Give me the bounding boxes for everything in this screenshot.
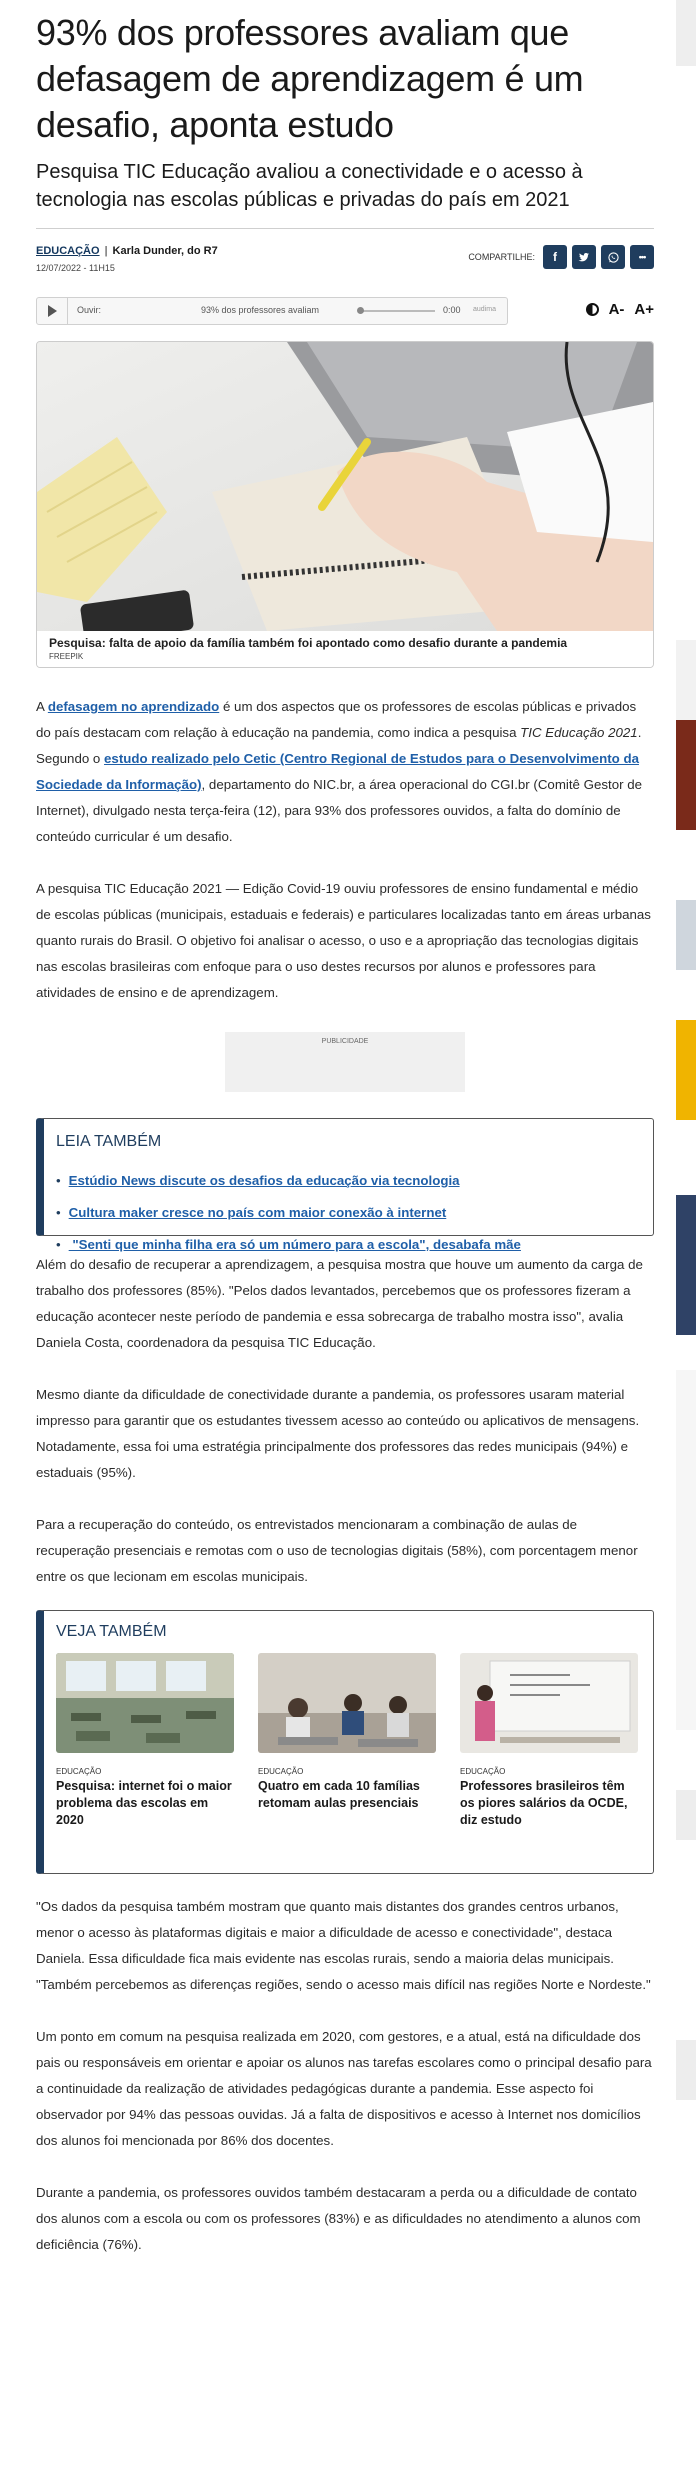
students-image: [258, 1653, 436, 1753]
audio-and-tools-row: [36, 287, 654, 333]
body-paragraph-1: [36, 694, 654, 850]
twitter-share-button[interactable]: [572, 245, 596, 269]
contrast-icon[interactable]: [586, 303, 599, 316]
whatsapp-share-button[interactable]: [601, 245, 625, 269]
related-thumbnail[interactable]: [460, 1653, 638, 1753]
player-brand: audima: [473, 306, 496, 313]
sidebar-block: [676, 2040, 696, 2100]
byline-row: [36, 229, 654, 283]
font-decrease-button[interactable]: A-: [608, 301, 625, 318]
sidebar-block: [676, 640, 696, 720]
byline: [36, 245, 218, 257]
player-time: 0:00: [443, 305, 461, 315]
hero-illustration: [37, 342, 653, 631]
facebook-icon: f: [553, 250, 557, 264]
hero-figure: [36, 341, 654, 668]
defasagem-link[interactable]: defasagem no aprendizado: [47, 699, 220, 714]
related-category: EDUCAÇÃO: [460, 1767, 506, 1776]
byline-separator: |: [104, 245, 108, 257]
leia-tambem-box: [36, 1118, 654, 1252]
cetic-study-link[interactable]: estudo realizado pelo Cetic (Centro Regional de Estudos para o Desenvolvimento da Sociedade da Informação): [36, 751, 639, 792]
reading-tools: [586, 301, 654, 318]
text-fragment: A: [36, 699, 48, 714]
play-icon[interactable]: [37, 298, 68, 324]
body-paragraph-8: Durante a pandemia, os professores ouvidos também destacaram a perda ou a dificuldade de contato dos alunos com a escola ou com os professores (83%) e as dificuldades no atendimento a alunos com deficiência (76%).: [36, 2185, 641, 2252]
category-link[interactable]: EDUCAÇÃO: [36, 245, 100, 257]
text-fragment: . Segundo o: [36, 725, 642, 766]
sidebar-thumbnail[interactable]: [676, 1195, 696, 1335]
right-sidebar-edge: [676, 0, 696, 2471]
related-card[interactable]: [460, 1653, 638, 1829]
publish-date: 12/07/2022 - 11H15: [36, 263, 115, 273]
leia-tambem-list: [56, 1165, 633, 1261]
sidebar-block: [676, 1020, 696, 1120]
list-item: [56, 1165, 633, 1197]
leia-tambem-title: LEIA TAMBÉM: [56, 1133, 162, 1150]
veja-tambem-grid: [56, 1653, 641, 1829]
related-link[interactable]: Estúdio News discute os desafios da educação via tecnologia: [68, 1173, 460, 1188]
related-title[interactable]: Pesquisa: internet foi o maior problema das escolas em 2020: [56, 1779, 232, 1827]
article-title: 93% dos professores avaliam que defasagem de aprendizagem é um desafio, aponta estudo: [36, 12, 584, 145]
author-name: Karla Dunder, do R7: [112, 245, 218, 257]
sidebar-block: [676, 0, 696, 66]
player-title: 93% dos professores avaliam: [201, 305, 320, 315]
related-category: EDUCAÇÃO: [258, 1767, 304, 1776]
body-paragraph-6: "Os dados da pesquisa também mostram que quanto mais distantes dos grandes centros urbanos, menor o acesso às plataformas digitais e maior a dificuldade de acesso e conectividade", destaca Daniela. Essa dificuldade fica mais evidente nas escolas rurais, sendo a maioria delas municipais. "Também percebemos as diferenças regiões, sendo o acesso mais difícil nas regiões Norte e Nordeste.": [36, 1899, 651, 1992]
facebook-share-button[interactable]: [543, 245, 567, 269]
teacher-image: [460, 1653, 638, 1753]
player-label: Ouvir:: [77, 305, 102, 315]
related-link[interactable]: "Senti que minha filha era só um número para a escola", desabafa mãe: [68, 1237, 521, 1252]
caption-text: Pesquisa: falta de apoio da família também foi apontado como desafio durante a pandemia: [49, 636, 568, 650]
classroom-image: [56, 1653, 234, 1753]
sidebar-thumbnail[interactable]: [676, 900, 696, 970]
share-bar: [468, 245, 654, 269]
survey-name: TIC Educação 2021: [520, 725, 638, 740]
related-card[interactable]: [56, 1653, 234, 1829]
ad-slot[interactable]: [225, 1032, 465, 1092]
veja-tambem-box: [36, 1610, 654, 1874]
font-increase-button[interactable]: A+: [634, 301, 654, 318]
related-title[interactable]: Quatro em cada 10 famílias retomam aulas presenciais: [258, 1779, 420, 1810]
body-paragraph-4: Mesmo diante da dificuldade de conectividade durante a pandemia, os professores usaram material impresso para garantir que os estudantes tivessem acesso ao conteúdo ou aplicativos de mensagens. Notadamente, essa foi uma estratégia principalmente dos professores das redes municipais (94%) e estaduais (95%).: [36, 1387, 640, 1480]
text-fragment: , departamento do NIC.br, a área operacional do CGI.br (Comitê Gestor de Internet), divulgado nesta terça-feira (12), para 93% dos professores ouvidos, a falta do domínio de conteúdo curricular é um desafio.: [36, 777, 643, 844]
text-fragment: é um dos aspectos que os professores de escolas públicas e privados do país destacam com relação à educação na pandemia, como indica a pesquisa: [36, 699, 637, 740]
body-paragraph-2: A pesquisa TIC Educação 2021 — Edição Covid-19 ouviu professores de ensino fundamental e médio de escolas públicas (municipais, estaduais e federais) e particulares localizadas tanto em áreas urbanas quanto rurais do Brasil. O objetivo foi analisar o acesso, o uso e a apropriação das tecnologias digitais nas escolas brasileiras com enfoque para o uso destes recursos por alunos e professores para atividades de ensino e de aprendizagem.: [36, 881, 651, 1000]
body-paragraph-3: Além do desafio de recuperar a aprendizagem, a pesquisa mostra que houve um aumento da carga de trabalho dos professores (85%). "Pelos dados levantados, percebemos que os professores fizeram a educação acontecer neste período de pandemia e essa sobrecarga de trabalho mostra isso", avalia Daniela Costa, coordenadora da pesquisa TIC Educação.: [36, 1257, 643, 1350]
sidebar-block: [676, 1790, 696, 1840]
caption-credit: FREEPIK: [49, 652, 84, 661]
article-subtitle: Pesquisa TIC Educação avaliou a conectividade e o acesso à tecnologia nas escolas públicas e privadas do país em 2021: [36, 161, 583, 211]
audio-player[interactable]: [36, 297, 508, 325]
more-icon: •••: [638, 252, 646, 262]
player-progress-track[interactable]: [359, 310, 435, 312]
sidebar-block: [676, 1370, 696, 1730]
hero-caption: [37, 631, 653, 667]
list-item: [56, 1197, 633, 1229]
body-paragraph-5: Para a recuperação do conteúdo, os entrevistados mencionaram a combinação de aulas de recuperação presenciais e remotas com o uso de tecnologias digitais (58%), com porcentagem menor entre os que lecionam em escolas municipais.: [36, 1517, 638, 1584]
player-progress-knob[interactable]: [357, 307, 364, 314]
related-thumbnail[interactable]: [258, 1653, 436, 1753]
related-title[interactable]: Professores brasileiros têm os piores salários da OCDE, diz estudo: [460, 1779, 628, 1827]
veja-tambem-title: VEJA TAMBÉM: [56, 1623, 167, 1640]
related-link[interactable]: Cultura maker cresce no país com maior conexão à internet: [68, 1205, 447, 1220]
whatsapp-icon: [607, 251, 620, 264]
article-column: [36, 0, 654, 2258]
hero-image: [37, 342, 653, 631]
ad-label: PUBLICIDADE: [321, 1038, 369, 1045]
related-thumbnail[interactable]: [56, 1653, 234, 1753]
body-paragraph-7: Um ponto em comum na pesquisa realizada em 2020, com gestores, e a atual, está na dificuldade dos pais ou responsáveis em orientar e apoiar os alunos nas tarefas escolares como o principal desafio para a continuidade da realização de atividades pedagógicas durante a pandemia. Esse aspecto foi observador por 94% das pessoas ouvidas. Já a falta de dispositivos e acesso à Internet nos domicílios dos alunos foi mencionada por 86% dos docentes.: [36, 2029, 652, 2148]
related-category: EDUCAÇÃO: [56, 1767, 102, 1776]
more-share-button[interactable]: [630, 245, 654, 269]
twitter-icon: [578, 251, 590, 263]
sidebar-thumbnail[interactable]: [676, 720, 696, 830]
share-label: COMPARTILHE:: [468, 252, 535, 262]
related-card[interactable]: [258, 1653, 436, 1829]
